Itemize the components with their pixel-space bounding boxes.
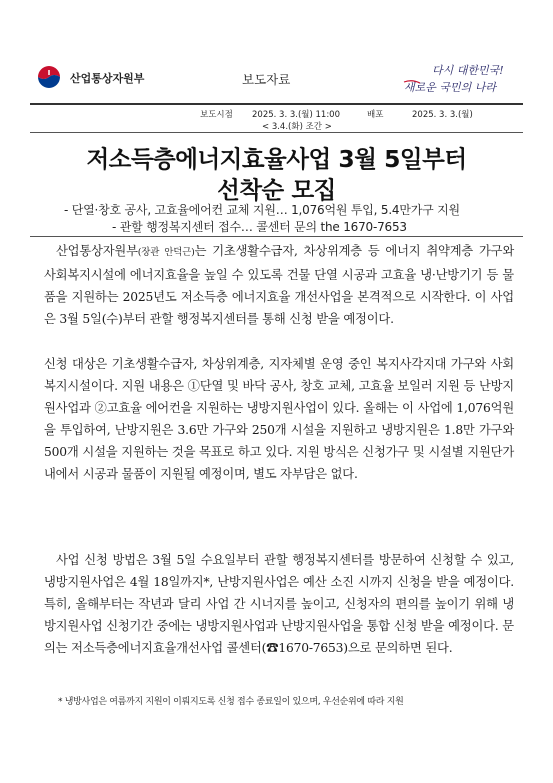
minister-note: (장관 안덕근): [137, 247, 195, 258]
subheading-line1: - 단열·창호 공사, 고효율에어컨 교체 지원… 1,076억원 투입, 5.4만가구 지원: [64, 203, 460, 217]
slogan-logo: [398, 60, 520, 96]
government-emblem-icon: [34, 62, 64, 92]
header-rule: [30, 103, 523, 105]
paragraph-1: [44, 240, 514, 330]
headline-line1: 저소득층에너지효율사업 3월 5일부터: [86, 145, 467, 173]
distribution-value: 2025. 3. 3.(월): [412, 110, 473, 120]
footnote: * 냉방사업은 여름까지 지원이 이뤄지도록 신청 접수 종료일이 있으며, 우선순위에 따라 지원: [58, 697, 404, 707]
paragraph-1-body: 는 기초생활수급자, 차상위계층 등 에너지 취약계층 가구와 사회복지시설에 에너지효율을 높일 수 있도록 건물 단열 시공과 고효율 냉·난방기기 등 물품을 지원하는 2025년도 저소득층 에너지효율 개선사업을 본격적으로 시작한다. 이 사업은 3월 5일(수)부터 관할 행정복지센터를 통해 신청 받을 예정이다.: [44, 244, 514, 326]
document-type: 보도자료: [242, 72, 291, 87]
distribution-label: 배포: [367, 110, 384, 120]
embargo-note: < 3.4.(화) 조간 >: [262, 122, 332, 132]
paragraph-1-lead: 산업통상자원부: [56, 244, 138, 258]
paragraph-2: [44, 353, 514, 485]
title-rule-top: [30, 132, 523, 133]
headline-line2: 선착순 모집: [217, 176, 336, 204]
paragraph-2-text: 신청 대상은 기초생활수급자, 차상위계층, 지자체별 운영 중인 복지사각지대 가구와 사회복지시설이다. 지원 내용은 ①단열 및 바닥 공사, 창호 교체, 고효율 보일러 지원 등 난방지원사업과 ②고효율 에어컨을 지원하는 냉방지원사업이 있다. 올해는 이 사업에 1,076억원을 투입하여, 난방지원은 3.6만 가구와 250개 시설을 지원하고 냉방지원은 1.8만 가구와 500개 시설을 지원하는 것을 목표로 하고 있다. 지원 방식은 신청가구 및 시설별 지원단가 내에서 시공과 물품이 지원될 예정이며, 별도 자부담은 없다.: [44, 357, 514, 481]
slogan-line1: 다시 대한민국!: [432, 64, 504, 77]
subheading-line2: - 관할 행정복지센터 접수… 콜센터 문의 the 1670-7653: [112, 220, 407, 234]
embargo-label: 보도시점: [200, 110, 233, 120]
title-rule-bottom: [30, 236, 523, 237]
paragraph-3-text: 사업 신청 방법은 3월 5일 수요일부터 관할 행정복지센터를 방문하여 신청할 수 있고, 냉방지원사업은 4월 18일까지*, 난방지원사업은 예산 소진 시까지 신청을 받을 예정이다. 특히, 올해부터는 작년과 달리 사업 간 시너지를 높이고, 신청자의 편의를 높이기 위해 냉방지원사업 신청기간 중에는 냉방지원사업과 난방지원사업을 통합 신청 받을 예정이다. 문의는 저소득층에너지효율개선사업 콜센터(☎1670-7653)으로 문의하면 된다.: [44, 553, 514, 655]
embargo-value: 2025. 3. 3.(월) 11:00: [252, 110, 340, 120]
slogan-line2: 새로운 국민의 나라: [404, 81, 497, 94]
paragraph-3: [44, 549, 514, 659]
ministry-name: 산업통상자원부: [70, 72, 145, 85]
